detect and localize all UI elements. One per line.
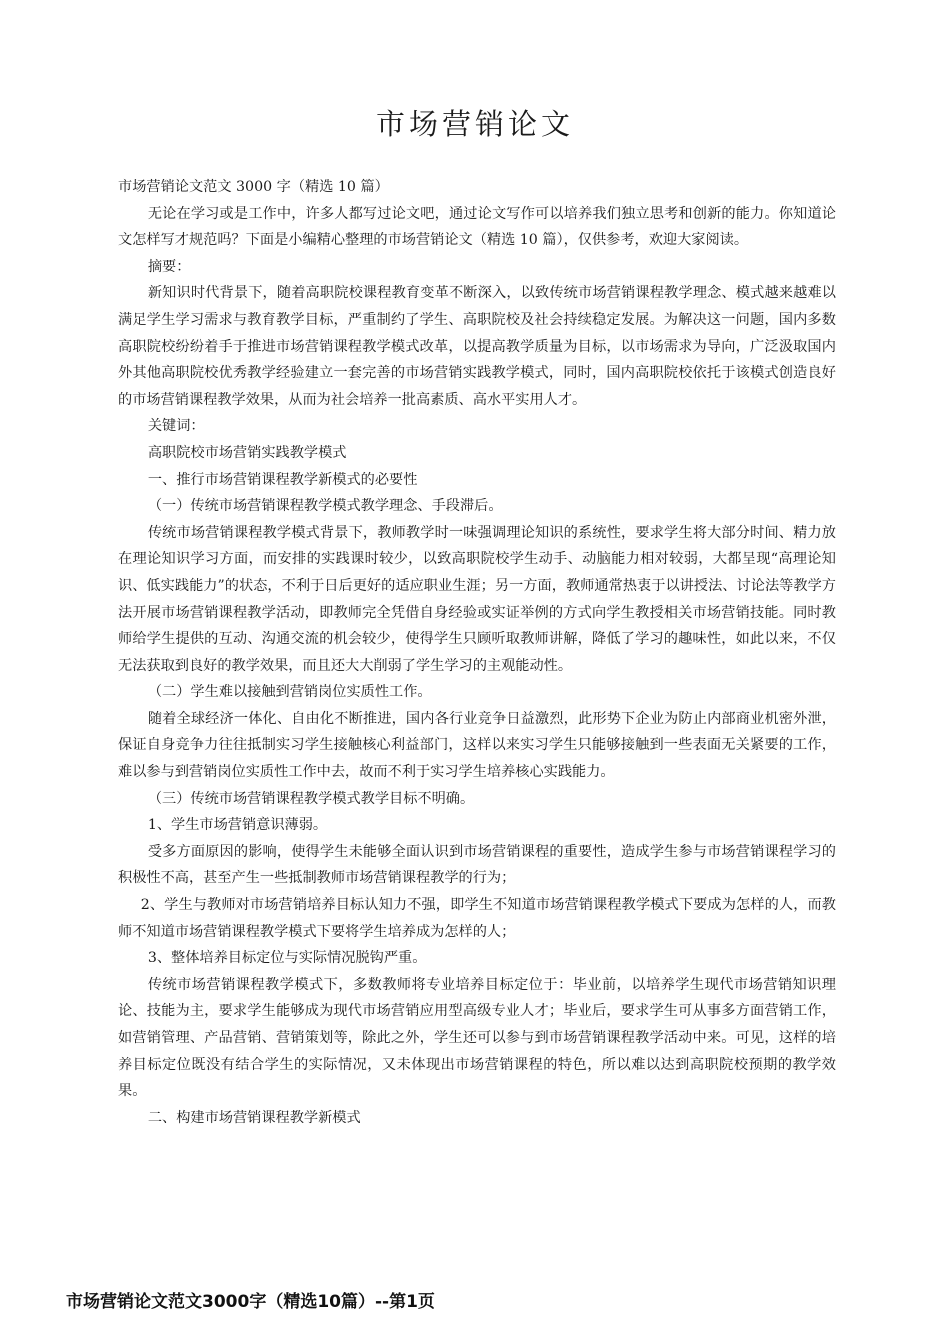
subtitle-line: 市场营销论文范文 3000 字（精选 10 篇） <box>118 179 389 195</box>
section-heading-1: 一、推行市场营销课程教学新模式的必要性 <box>147 471 418 488</box>
keywords-line: 高职院校市场营销实践教学模式 <box>147 444 347 461</box>
list-item-2: 2、学生与教师对市场营销培养目标认知力不强，即学生不知道市场营销课程教学模式下要成为怎样的人，而教师不知道市场营销课程教学模式下要将学生培养成为怎样的人； <box>118 897 836 940</box>
body-paragraph: 受多方面原因的影响，使得学生未能够全面认识到市场营销课程的重要性，造成学生参与市场营销课程学习的积极性不高，甚至产生一些抵制教师市场营销课程教学的行为； <box>118 843 836 887</box>
body-paragraph: 随着全球经济一体化、自由化不断推进，国内各行业竞争日益激烈，此形势下企业为防止内部商业机密外泄，保证自身竞争力往往抵制实习学生接触核心利益部门，这样以来实习学生只能够接触到一些表面无关紧要的工作，难以参与到营销岗位实质性工作中去，故而不利于实习学生培养核心实践能力。 <box>118 710 836 781</box>
page-footer: 市场营销论文范文3000字（精选10篇）--第1页 <box>66 1292 435 1312</box>
subsection-heading-2: （二）学生难以接触到营销岗位实质性工作。 <box>147 684 432 701</box>
keywords-heading: 关键词： <box>147 418 205 435</box>
document-title: 市场营销论文 <box>375 107 574 141</box>
abstract-paragraph: 新知识时代背景下，随着高职院校课程教育变革不断深入，以致传统市场营销课程教学理念、模式越来越难以满足学生学习需求与教育教学目标，严重制约了学生、高职院校及社会持续稳定发展。为解决这一问题，国内多数高职院校纷纷着手于推进市场营销课程教学模式改革，以提高教学质量为目标，以市场需求为导向，广泛汲取国内外其他高职院校优秀教学经验建立一套完善的市场营销实践教学模式，同时，国内高职院校依托于该模式创造良好的市场营销课程教学效果，从而为社会培养一批高素质、高水平实用人才。 <box>118 285 836 408</box>
body-paragraph: 传统市场营销课程教学模式背景下，教师教学时一味强调理论知识的系统性，要求学生将大部分时间、精力放在理论知识学习方面，而安排的实践课时较少，以致高职院校学生动手、动脑能力相对较弱，大都呈现“高理论知识、低实践能力”的状态，不利于日后更好的适应职业生涯；另一方面，教师通常热衷于以讲授法、讨论法等教学方法开展市场营销课程教学活动，即教师完全凭借自身经验或实证举例的方式向学生教授相关市场营销技能。同时教师给学生提供的互动、沟通交流的机会较少，使得学生只顾听取教师讲解，降低了学习的趣味性，如此以来，不仅无法获取到良好的教学效果，而且还大大削弱了学生学习的主观能动性。 <box>118 524 836 674</box>
intro-paragraph: 无论在学习或是工作中，许多人都写过论文吧，通过论文写作可以培养我们独立思考和创新的能力。你知道论文怎样写才规范吗？下面是小编精心整理的市场营销论文（精选 10 篇），仅供参考，欢迎大家阅读。 <box>118 205 836 249</box>
subsection-heading-3: （三）传统市场营销课程教学模式教学目标不明确。 <box>147 790 475 807</box>
section-heading-2: 二、构建市场营销课程教学新模式 <box>147 1109 361 1126</box>
subsection-heading-1: （一）传统市场营销课程教学模式教学理念、手段滞后。 <box>147 498 503 515</box>
body-paragraph: 传统市场营销课程教学模式下，多数教师将专业培养目标定位于：毕业前，以培养学生现代市场营销知识理论、技能为主，要求学生能够成为现代市场营销应用型高级专业人才；毕业后，要求学生可从事多方面营销工作，如营销管理、产品营销、营销策划等，除此之外，学生还可以参与到市场营销课程教学活动中来。可见，这样的培养目标定位既没有结合学生的实际情况，又未体现出市场营销课程的特色，所以难以达到高职院校预期的教学效果。 <box>118 976 836 1100</box>
list-item-3: 3、整体培养目标定位与实际情况脱钩严重。 <box>147 950 427 967</box>
abstract-heading: 摘要： <box>147 258 191 275</box>
list-item-1: 1、学生市场营销意识薄弱。 <box>147 817 328 834</box>
document-body <box>118 174 836 1131</box>
